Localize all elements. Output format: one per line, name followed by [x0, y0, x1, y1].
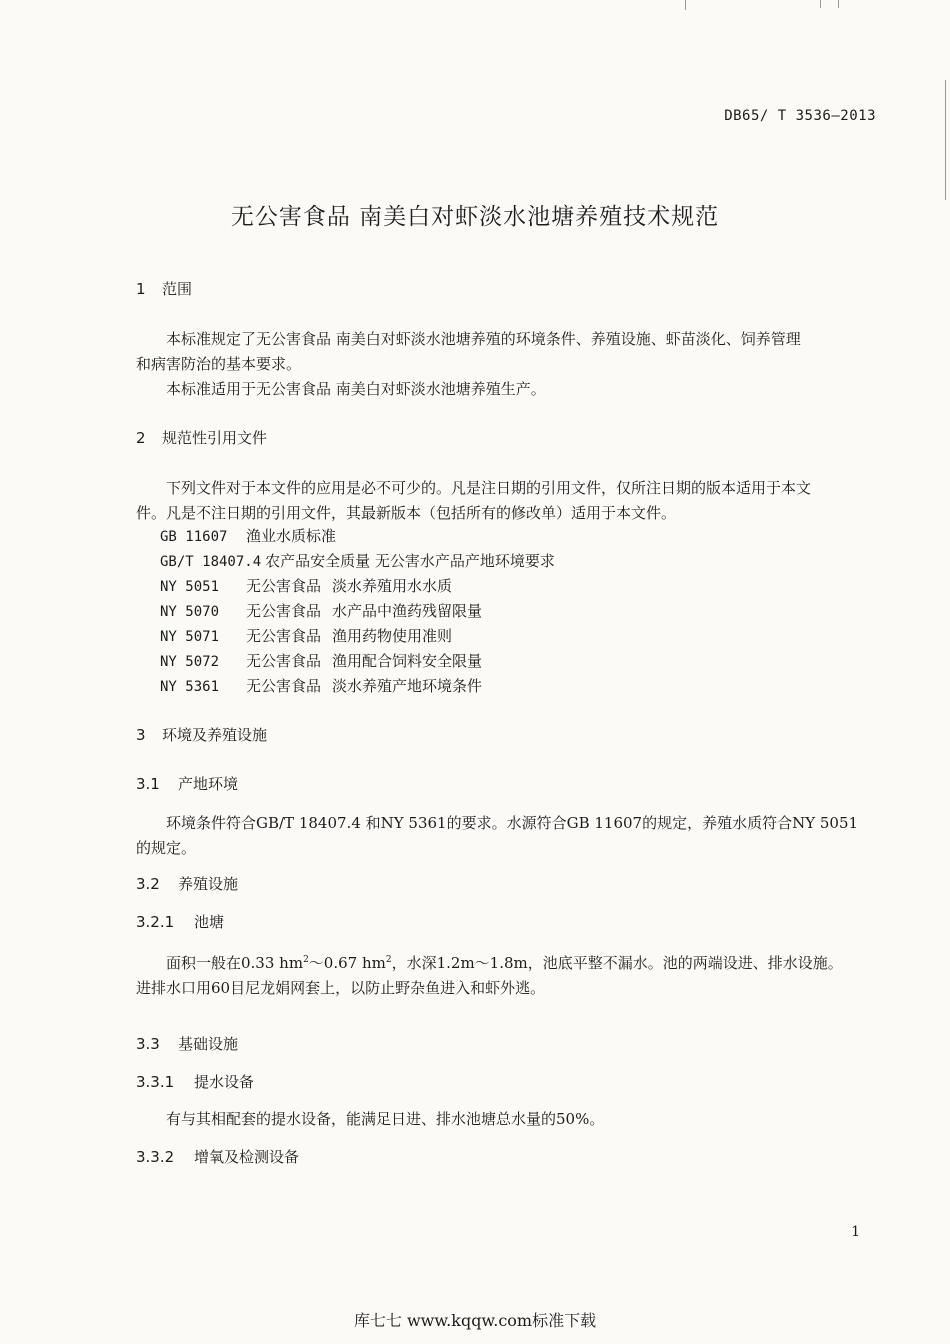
- reference-item: GB 11607 渔业水质标准: [160, 527, 337, 545]
- scan-mark: [820, 0, 821, 8]
- scan-mark: [838, 0, 839, 8]
- standard-code: DB65/ T 3536—2013: [724, 108, 876, 124]
- reference-item: NY 5361 无公害食品 淡水养殖产地环境条件: [160, 677, 483, 695]
- page-number: 1: [851, 1224, 860, 1240]
- reference-item: NY 5072 无公害食品 渔用配合饲料安全限量: [160, 652, 483, 670]
- section-1-heading: 1 范围: [136, 280, 193, 298]
- section-3-3-1-heading: 3.3.1 提水设备: [136, 1073, 255, 1091]
- scan-mark: [945, 80, 946, 200]
- section-2-heading: 2 规范性引用文件: [136, 429, 268, 447]
- section-1-paragraph-1: 本标准规定了无公害食品 南美白对虾淡水池塘养殖的环境条件、养殖设施、虾苗淡化、饲养管理 和病害防治的基本要求。 本标准适用于无公害食品 南美白对虾淡水池塘养殖生产。: [136, 330, 801, 398]
- scan-mark: [685, 0, 686, 10]
- section-3-1-paragraph: 环境条件符合GB/T 18407.4 和NY 5361的要求。水源符合GB 11607的规定，养殖水质符合NY 5051 的规定。: [136, 814, 859, 857]
- reference-item: NY 5070 无公害食品 水产品中渔药残留限量: [160, 602, 483, 620]
- section-3-3-2-heading: 3.3.2 增氧及检测设备: [136, 1148, 300, 1166]
- footer-watermark: 库七七 www.kqqw.com标准下载: [353, 1311, 597, 1330]
- section-3-2-1-heading: 3.2.1 池塘: [136, 913, 225, 931]
- section-3-2-heading: 3.2 养殖设施: [136, 875, 239, 893]
- section-3-1-heading: 3.1 产地环境: [136, 775, 239, 793]
- section-3-2-1-paragraph: 面积一般在0.33 $hm^2\sim 0.67$ $hm^2$，水深1.2m～1.8m，池底平整不漏水。池的两端设进、排水设施。 进排水口用60目尼龙娟网套上，以防止野杂鱼进入和虾外逃。: [136, 954, 843, 997]
- reference-item: NY 5051 无公害食品 淡水养殖用水水质: [160, 577, 453, 595]
- document-title: 无公害食品 南美白对虾淡水池塘养殖技术规范: [230, 204, 720, 230]
- section-3-3-heading: 3.3 基础设施: [136, 1035, 239, 1053]
- reference-item: GB/T 18407.4 农产品安全质量 无公害水产品产地环境要求: [160, 552, 555, 570]
- section-3-3-1-paragraph: 有与其相配套的提水设备，能满足日进、排水池塘总水量的50%。: [166, 1110, 605, 1128]
- section-2-paragraph-1: 下列文件对于本文件的应用是必不可少的。凡是注日期的引用文件，仅所注日期的版本适用于本文 件。凡是不注日期的引用文件，其最新版本（包括所有的修改单）适用于本文件。: [136, 479, 812, 522]
- reference-item: NY 5071 无公害食品 渔用药物使用准则: [160, 627, 453, 645]
- section-3-heading: 3 环境及养殖设施: [136, 726, 268, 744]
